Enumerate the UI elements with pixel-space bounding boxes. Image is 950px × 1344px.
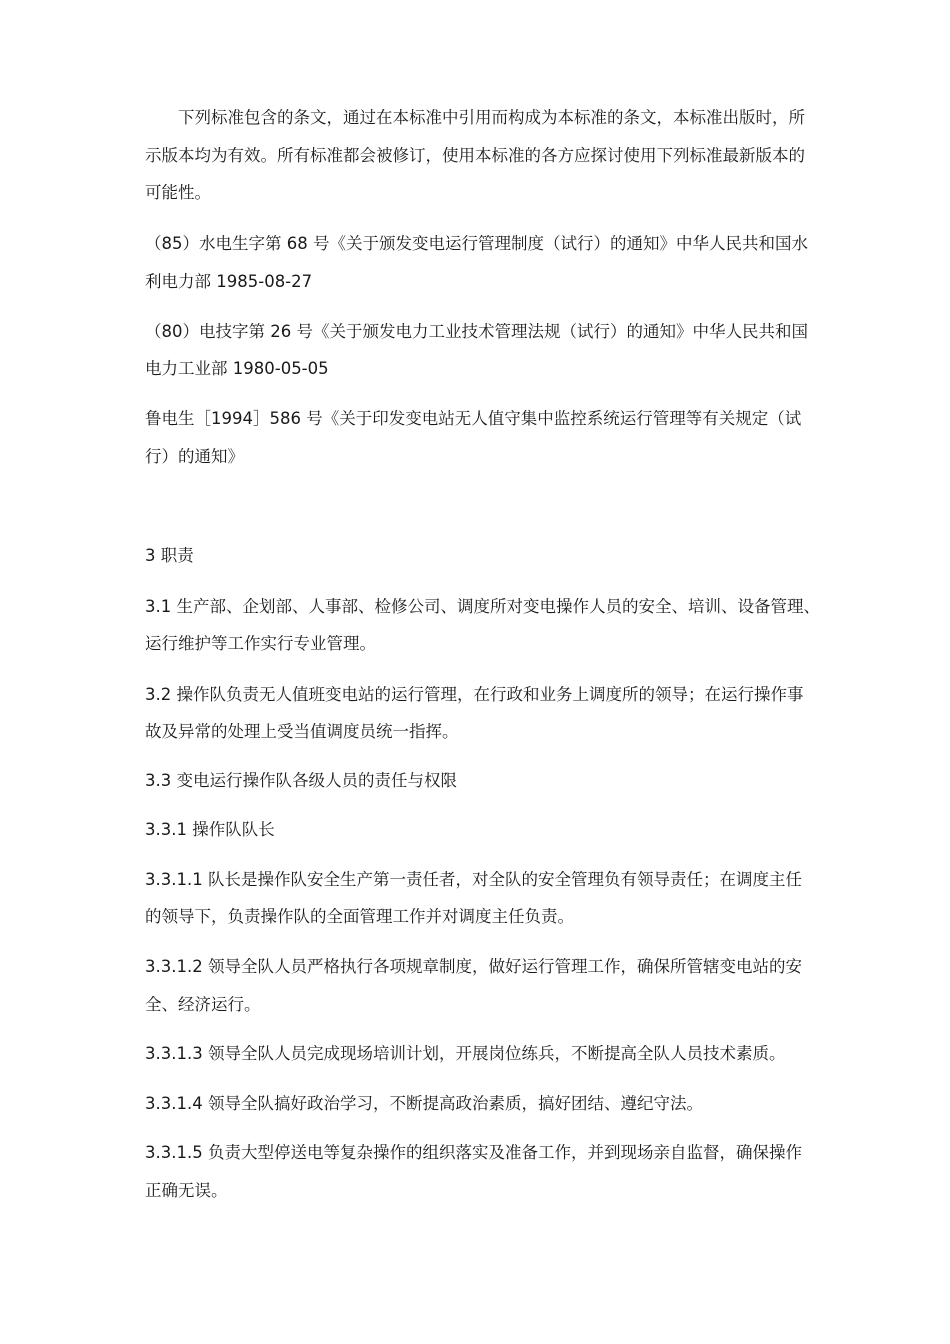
section-3-heading: 3 职责 — [145, 546, 194, 565]
para-3-3-1-1-line-2: 的领导下，负责操作队的全面管理工作并对调度主任负责。 — [145, 907, 574, 926]
para-3-3: 3.3 变电运行操作队各级人员的责任与权限 — [145, 771, 457, 790]
reference-3-line-2: 行）的通知》 — [145, 447, 244, 466]
reference-2-line-1: （80）电技字第 26 号《关于颁发电力工业技术管理法规（试行）的通知》中华人民共和国 — [145, 322, 808, 341]
para-3-3-1-5-line-2: 正确无误。 — [145, 1181, 228, 1200]
reference-1-line-2: 利电力部 1985-08-27 — [145, 272, 313, 291]
para-3-3-1: 3.3.1 操作队队长 — [145, 820, 275, 839]
para-3-3-1-4: 3.3.1.4 领导全队搞好政治学习，不断提高政治素质，搞好团结、遵纪守法。 — [145, 1094, 703, 1113]
para-3-3-1-2-line-1: 3.3.1.2 领导全队人员严格执行各项规章制度，做好运行管理工作，确保所管辖变电站的安 — [145, 957, 802, 976]
para-3-3-1-3: 3.3.1.3 领导全队人员完成现场培训计划，开展岗位练兵，不断提高全队人员技术素质。 — [145, 1044, 786, 1063]
reference-3-line-1: 鲁电生［1994］586 号《关于印发变电站无人值守集中监控系统运行管理等有关规定（试 — [145, 409, 802, 428]
intro-line-2: 示版本均为有效。所有标准都会被修订，使用本标准的各方应探讨使用下列标准最新版本的 — [145, 146, 805, 165]
para-3-2-line-2: 故及异常的处理上受当值调度员统一指挥。 — [145, 722, 459, 741]
intro-line-1: 下列标准包含的条文，通过在本标准中引用而构成为本标准的条文，本标准出版时，所 — [178, 108, 805, 127]
para-3-1-line-2: 运行维护等工作实行专业管理。 — [145, 634, 376, 653]
reference-1-line-1: （85）水电生字第 68 号《关于颁发变电运行管理制度（试行）的通知》中华人民共和国水 — [145, 234, 808, 253]
para-3-1-line-1: 3.1 生产部、企划部、人事部、检修公司、调度所对变电操作人员的安全、培训、设备管理、 — [145, 597, 820, 616]
intro-line-3: 可能性。 — [145, 183, 211, 202]
para-3-3-1-5-line-1: 3.3.1.5 负责大型停送电等复杂操作的组织落实及准备工作，并到现场亲自监督，确保操作 — [145, 1143, 802, 1162]
reference-2-line-2: 电力工业部 1980-05-05 — [145, 359, 329, 378]
para-3-3-1-2-line-2: 全、经济运行。 — [145, 995, 261, 1014]
para-3-2-line-1: 3.2 操作队负责无人值班变电站的运行管理，在行政和业务上调度所的领导；在运行操作事 — [145, 685, 804, 704]
para-3-3-1-1-line-1: 3.3.1.1 队长是操作队安全生产第一责任者，对全队的安全管理负有领导责任；在调度主任 — [145, 870, 802, 889]
